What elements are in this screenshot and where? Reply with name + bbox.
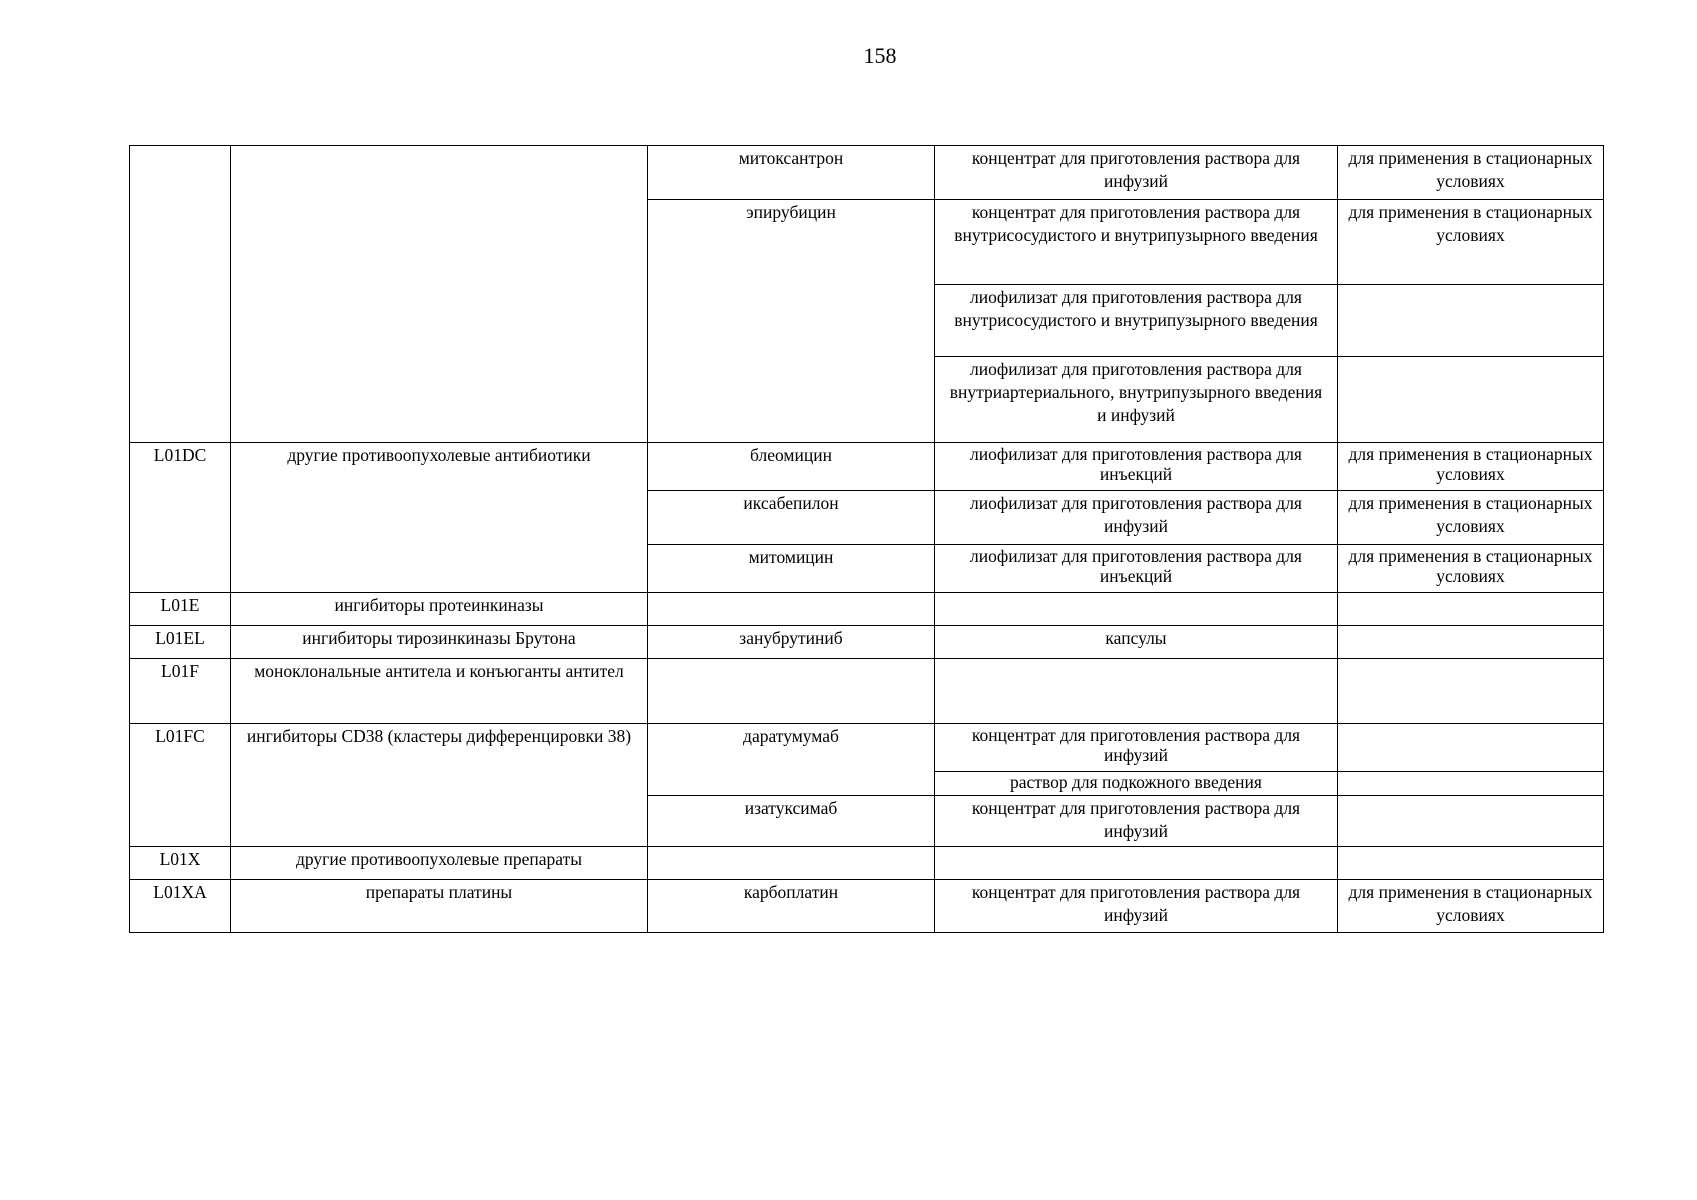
atc-group-cell: другие противоопухолевые препараты bbox=[231, 847, 648, 880]
atc-code-cell bbox=[130, 146, 231, 443]
atc-group-cell: ингибиторы CD38 (кластеры дифференцировки 38) bbox=[231, 724, 648, 847]
drug-name-cell: изатуксимаб bbox=[648, 796, 935, 847]
note-cell bbox=[1338, 626, 1604, 659]
note-cell bbox=[1338, 724, 1604, 772]
note-cell bbox=[1338, 796, 1604, 847]
drug-name-cell: даратумумаб bbox=[648, 724, 935, 796]
dosage-form-cell: лиофилизат для приготовления раствора для внутрисосудистого и внутрипузырного введения bbox=[935, 285, 1338, 357]
dosage-form-cell bbox=[935, 847, 1338, 880]
dosage-form-cell: концентрат для приготовления раствора для инфузий bbox=[935, 146, 1338, 200]
dosage-form-cell: раствор для подкожного введения bbox=[935, 772, 1338, 796]
note-cell: для применения в стационарных условиях bbox=[1338, 545, 1604, 593]
table-row bbox=[130, 847, 1604, 880]
atc-group-cell: ингибиторы тирозинкиназы Брутона bbox=[231, 626, 648, 659]
atc-group-cell: другие противоопухолевые антибиотики bbox=[231, 443, 648, 593]
atc-group-cell: моноклональные антитела и конъюганты антител bbox=[231, 659, 648, 724]
drug-name-cell: карбоплатин bbox=[648, 880, 935, 933]
atc-code-cell: L01F bbox=[130, 659, 231, 724]
atc-code-cell: L01EL bbox=[130, 626, 231, 659]
note-cell: для применения в стационарных условиях bbox=[1338, 443, 1604, 491]
drug-name-cell bbox=[648, 847, 935, 880]
drug-name-cell: блеомицин bbox=[648, 443, 935, 491]
dosage-form-cell: лиофилизат для приготовления раствора для инфузий bbox=[935, 491, 1338, 545]
atc-group-cell bbox=[231, 146, 648, 443]
drug-name-cell: занубрутиниб bbox=[648, 626, 935, 659]
table-row bbox=[130, 626, 1604, 659]
atc-code-cell: L01X bbox=[130, 847, 231, 880]
atc-group-cell: ингибиторы протеинкиназы bbox=[231, 593, 648, 626]
table-row bbox=[130, 880, 1604, 933]
note-cell: для применения в стационарных условиях bbox=[1338, 491, 1604, 545]
atc-code-cell: L01XA bbox=[130, 880, 231, 933]
table-row bbox=[130, 146, 1604, 200]
drug-name-cell: иксабепилон bbox=[648, 491, 935, 545]
dosage-form-cell: лиофилизат для приготовления раствора для инъекций bbox=[935, 545, 1338, 593]
note-cell bbox=[1338, 593, 1604, 626]
drug-name-cell: митоксантрон bbox=[648, 146, 935, 200]
table-row bbox=[130, 724, 1604, 772]
note-cell bbox=[1338, 847, 1604, 880]
dosage-form-cell: концентрат для приготовления раствора для инфузий bbox=[935, 724, 1338, 772]
atc-code-cell: L01E bbox=[130, 593, 231, 626]
note-cell bbox=[1338, 659, 1604, 724]
dosage-form-cell: лиофилизат для приготовления раствора для инъекций bbox=[935, 443, 1338, 491]
drug-name-cell: эпирубицин bbox=[648, 200, 935, 443]
atc-group-cell: препараты платины bbox=[231, 880, 648, 933]
dosage-form-cell: капсулы bbox=[935, 626, 1338, 659]
table-row bbox=[130, 593, 1604, 626]
dosage-form-cell: лиофилизат для приготовления раствора для внутриартериального, внутрипузырного введения и инфузий bbox=[935, 357, 1338, 443]
atc-code-cell: L01DC bbox=[130, 443, 231, 593]
note-cell: для применения в стационарных условиях bbox=[1338, 200, 1604, 285]
drug-name-cell: митомицин bbox=[648, 545, 935, 593]
page-number: 158 bbox=[863, 43, 897, 68]
note-cell: для применения в стационарных условиях bbox=[1338, 880, 1604, 933]
dosage-form-cell bbox=[935, 593, 1338, 626]
table-row bbox=[130, 443, 1604, 491]
note-cell bbox=[1338, 357, 1604, 443]
drug-name-cell bbox=[648, 659, 935, 724]
atc-code-cell: L01FC bbox=[130, 724, 231, 847]
note-cell: для применения в стационарных условиях bbox=[1338, 146, 1604, 200]
dosage-form-cell: концентрат для приготовления раствора для инфузий bbox=[935, 880, 1338, 933]
dosage-form-cell bbox=[935, 659, 1338, 724]
note-cell bbox=[1338, 285, 1604, 357]
dosage-form-cell: концентрат для приготовления раствора для инфузий bbox=[935, 796, 1338, 847]
dosage-form-cell: концентрат для приготовления раствора для внутрисосудистого и внутрипузырного введения bbox=[935, 200, 1338, 285]
drug-list-table bbox=[129, 145, 1604, 933]
table-row bbox=[130, 659, 1604, 724]
drug-name-cell bbox=[648, 593, 935, 626]
note-cell bbox=[1338, 772, 1604, 796]
